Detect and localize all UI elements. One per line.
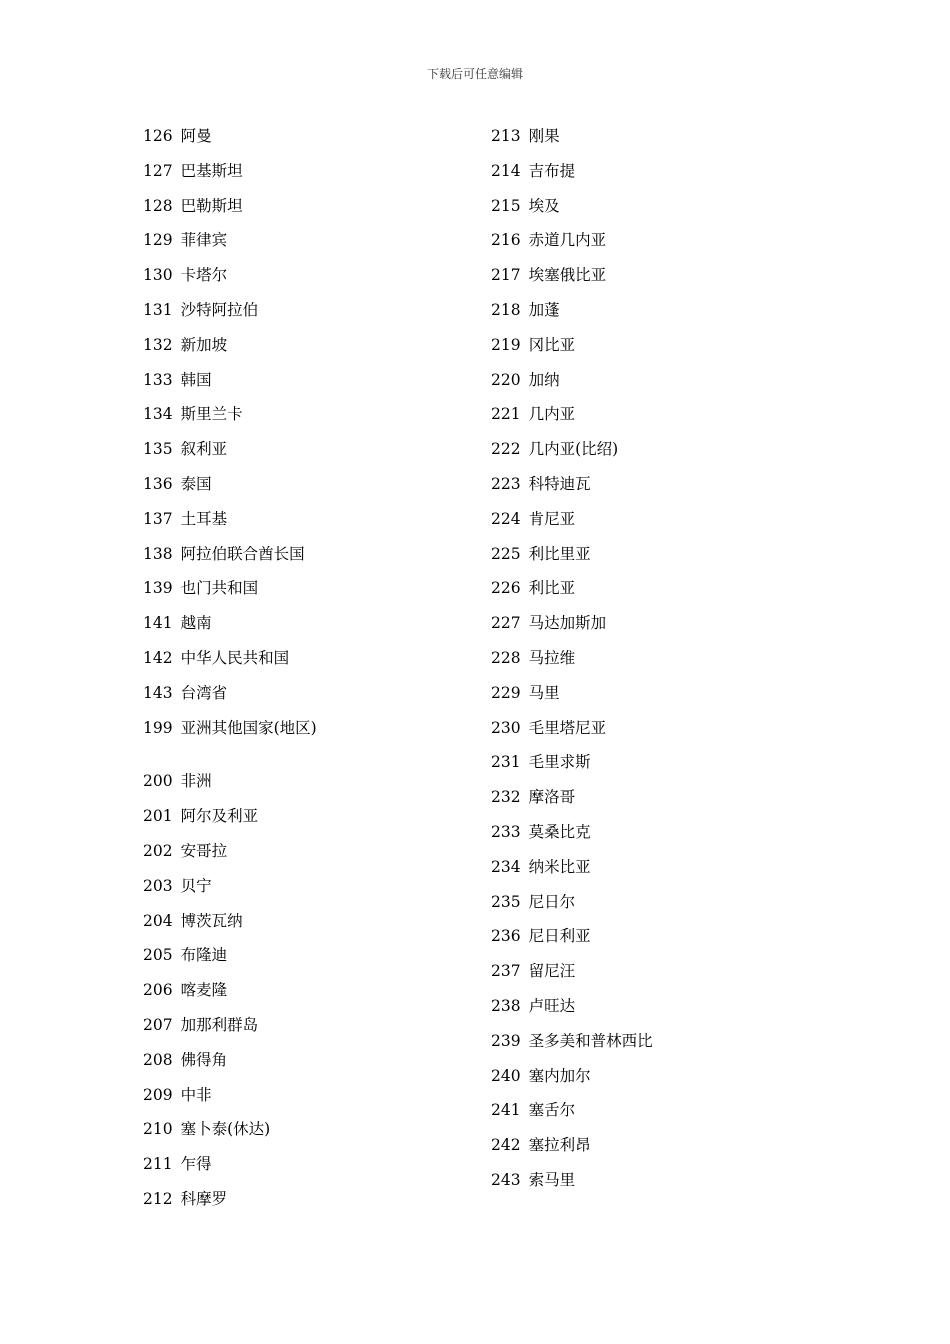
list-item	[143, 646, 463, 681]
list-item	[491, 924, 811, 959]
country-code: 225	[491, 544, 521, 563]
list-item	[491, 542, 811, 577]
country-code: 223	[491, 474, 521, 493]
country-name: 巴基斯坦	[180, 161, 243, 180]
country-name: 加那利群岛	[180, 1015, 259, 1034]
country-name: 塞舌尔	[528, 1101, 576, 1120]
country-code: 217	[491, 266, 521, 285]
country-name: 加纳	[528, 370, 560, 389]
list-item	[491, 681, 811, 716]
list-item	[143, 507, 463, 542]
country-name: 中华人民共和国	[180, 648, 290, 667]
country-code: 219	[491, 335, 521, 354]
list-item	[143, 333, 463, 368]
list-item	[143, 263, 463, 298]
country-name: 利比亚	[528, 579, 576, 598]
list-item	[491, 1168, 811, 1203]
country-code: 238	[491, 996, 521, 1015]
list-item	[491, 437, 811, 472]
country-code: 230	[491, 718, 521, 737]
country-code: 131	[143, 300, 173, 319]
country-code: 132	[143, 335, 173, 354]
country-name: 纳米比亚	[528, 857, 591, 876]
country-code: 232	[491, 788, 521, 807]
list-item	[491, 716, 811, 751]
country-code: 137	[143, 509, 173, 528]
country-name: 中非	[180, 1085, 212, 1104]
country-code: 237	[491, 962, 521, 981]
country-code: 212	[143, 1189, 173, 1208]
country-code: 214	[491, 161, 521, 180]
country-code: 130	[143, 266, 173, 285]
list-item	[491, 263, 811, 298]
country-code: 206	[143, 981, 173, 1000]
country-name: 叙利亚	[180, 440, 228, 459]
country-name: 斯里兰卡	[180, 405, 243, 424]
country-name: 赤道几内亚	[528, 231, 607, 250]
list-item	[143, 1013, 463, 1048]
country-name: 马达加斯加	[528, 614, 607, 633]
list-item	[143, 943, 463, 978]
country-code: 222	[491, 440, 521, 459]
country-name: 索马里	[528, 1170, 576, 1189]
list-item	[143, 909, 463, 944]
country-code: 229	[491, 683, 521, 702]
country-code: 243	[491, 1170, 521, 1189]
list-item	[143, 159, 463, 194]
list-item	[491, 1133, 811, 1168]
list-item	[143, 194, 463, 229]
list-item	[143, 298, 463, 333]
list-item	[143, 769, 463, 804]
country-name: 科摩罗	[180, 1189, 228, 1208]
country-name: 卡塔尔	[180, 266, 228, 285]
country-code: 228	[491, 648, 521, 667]
list-item	[491, 228, 811, 263]
country-name: 非洲	[180, 772, 212, 791]
country-name: 几内亚	[528, 405, 576, 424]
country-code: 138	[143, 544, 173, 563]
country-code: 135	[143, 440, 173, 459]
country-code: 203	[143, 876, 173, 895]
list-item	[143, 472, 463, 507]
country-code: 139	[143, 579, 173, 598]
country-name: 亚洲其他国家(地区)	[180, 718, 317, 737]
country-code: 211	[143, 1155, 173, 1174]
country-code: 141	[143, 614, 173, 633]
list-item	[491, 472, 811, 507]
country-code: 126	[143, 127, 173, 145]
country-name: 喀麦隆	[180, 981, 228, 1000]
country-code: 227	[491, 614, 521, 633]
country-code: 233	[491, 822, 521, 841]
list-item	[143, 542, 463, 577]
right-column	[491, 124, 811, 1203]
country-name: 马拉维	[528, 648, 576, 667]
country-code: 134	[143, 405, 173, 424]
country-code: 213	[491, 127, 521, 145]
country-name: 新加坡	[180, 335, 228, 354]
country-code: 218	[491, 300, 521, 319]
country-name: 几内亚(比绍)	[528, 440, 619, 459]
country-code: 216	[491, 231, 521, 250]
country-code: 208	[143, 1050, 173, 1069]
list-item	[143, 368, 463, 403]
list-item	[491, 820, 811, 855]
country-name: 加蓬	[528, 300, 560, 319]
country-code: 204	[143, 911, 173, 930]
country-name: 塞拉利昂	[528, 1136, 591, 1155]
country-code: 207	[143, 1015, 173, 1034]
country-code: 200	[143, 772, 173, 791]
list-item	[491, 333, 811, 368]
country-name: 圣多美和普林西比	[528, 1031, 653, 1050]
country-code: 210	[143, 1120, 173, 1139]
list-item	[143, 804, 463, 839]
list-item	[491, 890, 811, 925]
list-item	[491, 646, 811, 681]
list-item	[491, 855, 811, 890]
country-name: 越南	[180, 614, 212, 633]
list-item	[491, 1029, 811, 1064]
country-name: 塞内加尔	[528, 1066, 591, 1085]
country-code: 143	[143, 683, 173, 702]
list-item	[491, 576, 811, 611]
list-item	[143, 874, 463, 909]
list-item	[143, 576, 463, 611]
country-name: 台湾省	[180, 683, 228, 702]
country-name: 毛里塔尼亚	[528, 718, 607, 737]
list-item	[143, 1117, 463, 1152]
list-item	[491, 507, 811, 542]
country-name: 泰国	[180, 474, 212, 493]
country-code: 133	[143, 370, 173, 389]
country-code: 201	[143, 807, 173, 826]
country-name: 摩洛哥	[528, 788, 576, 807]
country-name: 沙特阿拉伯	[180, 300, 259, 319]
country-name: 乍得	[180, 1155, 212, 1174]
country-code: 240	[491, 1066, 521, 1085]
list-item	[491, 959, 811, 994]
country-name: 安哥拉	[180, 841, 228, 860]
list-item	[143, 1083, 463, 1118]
country-code: 220	[491, 370, 521, 389]
country-name: 肯尼亚	[528, 509, 576, 528]
country-name: 巴勒斯坦	[180, 196, 243, 215]
left-column	[143, 124, 463, 1222]
list-item	[143, 124, 463, 159]
country-name: 也门共和国	[180, 579, 259, 598]
page-header: 下载后可任意编辑	[426, 67, 523, 81]
list-item	[491, 159, 811, 194]
country-code: 235	[491, 892, 521, 911]
country-code: 202	[143, 841, 173, 860]
country-code: 236	[491, 927, 521, 946]
country-name: 冈比亚	[528, 335, 576, 354]
list-item	[143, 1152, 463, 1187]
list-item	[491, 785, 811, 820]
country-name: 塞卜泰(休达)	[180, 1120, 271, 1139]
country-name: 吉布提	[528, 161, 576, 180]
country-name: 阿曼	[180, 127, 212, 145]
country-name: 佛得角	[180, 1050, 228, 1069]
country-code: 142	[143, 648, 173, 667]
country-code: 221	[491, 405, 521, 424]
country-name: 留尼汪	[528, 962, 576, 981]
list-item	[143, 228, 463, 263]
country-code: 136	[143, 474, 173, 493]
list-item	[143, 839, 463, 874]
country-name: 毛里求斯	[528, 753, 591, 772]
country-name: 莫桑比克	[528, 822, 591, 841]
country-code: 127	[143, 161, 173, 180]
list-item	[143, 681, 463, 716]
list-item	[143, 1187, 463, 1222]
list-item	[491, 298, 811, 333]
country-name: 土耳基	[180, 509, 228, 528]
list-item	[491, 1064, 811, 1099]
list-item	[143, 716, 463, 751]
country-name: 贝宁	[180, 876, 212, 895]
country-name: 埃及	[528, 196, 560, 215]
country-name: 利比里亚	[528, 544, 591, 563]
country-code: 205	[143, 946, 173, 965]
list-item	[143, 611, 463, 646]
country-name: 布隆迪	[180, 946, 228, 965]
country-name: 马里	[528, 683, 560, 702]
country-name: 博茨瓦纳	[180, 911, 243, 930]
list-item	[143, 437, 463, 472]
country-code: 242	[491, 1136, 521, 1155]
country-name: 尼日利亚	[528, 927, 591, 946]
list-item	[491, 994, 811, 1029]
country-code: 209	[143, 1085, 173, 1104]
list-item	[491, 368, 811, 403]
list-item	[143, 978, 463, 1013]
country-code: 128	[143, 196, 173, 215]
country-code: 199	[143, 718, 173, 737]
country-code: 239	[491, 1031, 521, 1050]
country-name: 卢旺达	[528, 996, 576, 1015]
country-code: 224	[491, 509, 521, 528]
country-name: 刚果	[528, 127, 560, 145]
country-name: 菲律宾	[180, 231, 228, 250]
list-item	[491, 402, 811, 437]
country-name: 埃塞俄比亚	[528, 266, 607, 285]
country-code: 234	[491, 857, 521, 876]
country-name: 韩国	[180, 370, 212, 389]
list-item	[143, 402, 463, 437]
country-code: 231	[491, 753, 521, 772]
country-name: 阿拉伯联合酋长国	[180, 544, 305, 563]
list-item	[491, 750, 811, 785]
country-name: 科特迪瓦	[528, 474, 591, 493]
list-item	[491, 124, 811, 159]
country-code: 241	[491, 1101, 521, 1120]
list-item	[491, 611, 811, 646]
country-code: 226	[491, 579, 521, 598]
list-item	[491, 194, 811, 229]
country-code: 215	[491, 196, 521, 215]
country-code: 129	[143, 231, 173, 250]
list-item	[491, 1098, 811, 1133]
country-name: 阿尔及利亚	[180, 807, 259, 826]
country-name: 尼日尔	[528, 892, 576, 911]
list-item	[143, 1048, 463, 1083]
